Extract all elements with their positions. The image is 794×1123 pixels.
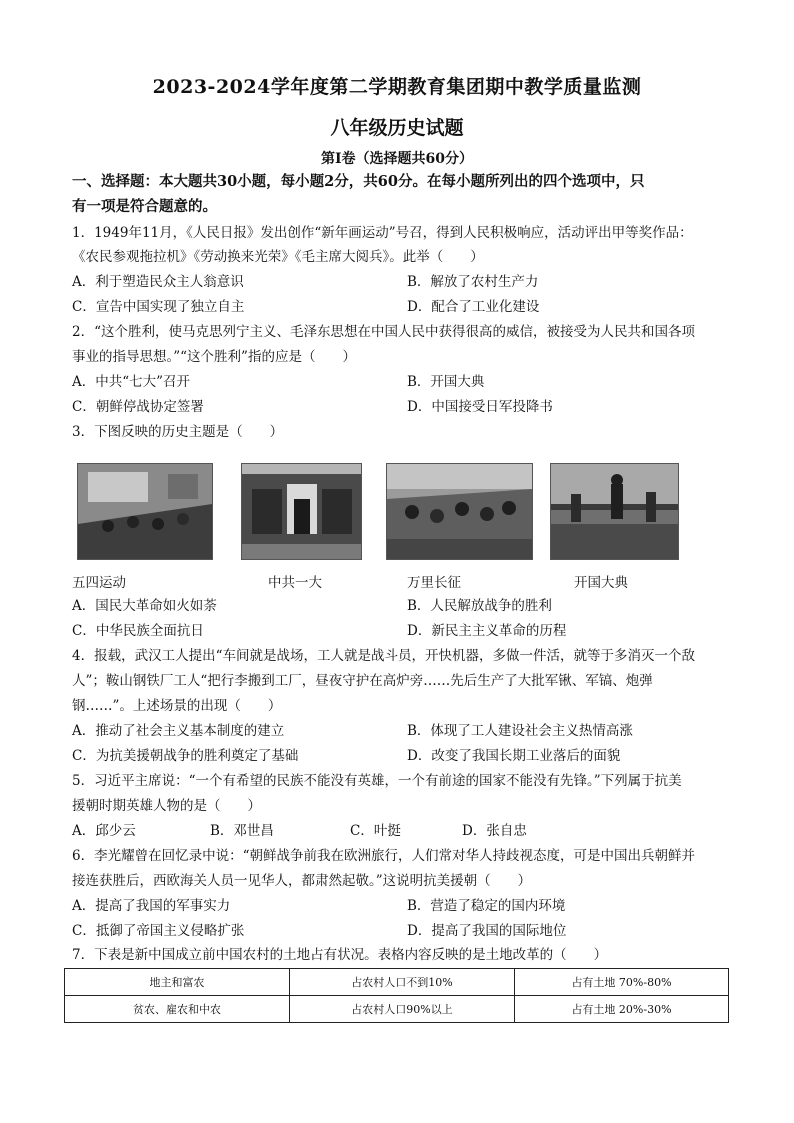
q3-option-d: D．新民主主义革命的历程	[407, 623, 567, 639]
photo-caption-4: 开国大典	[574, 575, 628, 591]
q4-option-c: C．为抗美援朝战争的胜利奠定了基础	[72, 748, 299, 764]
q2-option-c: C．朝鲜停战协定签署	[72, 399, 204, 415]
section-instructions-line2: 有一项是符合题意的。	[72, 198, 217, 215]
q1-option-c: C．宣告中国实现了独立自主	[72, 299, 245, 315]
q4-option-b: B．体现了工人建设社会主义热情高涨	[407, 723, 633, 739]
q4-stem-line3: 钢……”。上述场景的出现（ ）	[72, 698, 282, 714]
q3-option-a: A．国民大革命如火如荼	[72, 598, 217, 614]
q7-stem: 7．下表是新中国成立前中国农村的土地占有状况。表格内容反映的是土地改革的（ ）	[72, 947, 608, 963]
q1-option-d: D．配合了工业化建设	[407, 299, 540, 315]
q6-stem-line1: 6．李光耀曾在回忆录中说：“朝鲜战争前我在欧洲旅行，人们常对华人持歧视态度，可是中国出兵朝鲜并	[72, 848, 695, 864]
part-heading: 第Ⅰ卷（选择题共60分）	[320, 151, 474, 167]
photo-caption-3: 万里长征	[407, 575, 461, 591]
table-cell: 贫农、雇农和中农	[65, 996, 290, 1023]
table-cell: 占有土地 70%-80%	[515, 969, 729, 996]
q6-option-a: A．提高了我国的军事实力	[72, 898, 231, 914]
q4-option-a: A．推动了社会主义基本制度的建立	[72, 723, 285, 739]
q5-option-b: B．邓世昌	[210, 823, 274, 839]
exam-title: 2023-2024学年度第二学期教育集团期中教学质量监测	[152, 76, 642, 98]
land-ownership-table	[64, 968, 729, 1023]
q6-option-b: B．营造了稳定的国内环境	[407, 898, 566, 914]
q3-stem: 3．下图反映的历史主题是（ ）	[72, 424, 284, 440]
section-instructions-line1: 一、选择题：本大题共30小题，每小题2分，共60分。在每小题所列出的四个选项中，只	[72, 173, 645, 190]
q5-stem-line2: 援朝时期英雄人物的是（ ）	[72, 798, 261, 814]
q3-option-b: B．人民解放战争的胜利	[407, 598, 552, 614]
exam-subtitle: 八年级历史试题	[330, 117, 464, 139]
photo-may-fourth	[77, 463, 213, 560]
q4-stem-line2: 人”；鞍山钢铁厂工人“把行李搬到工厂，昼夜守护在高炉旁……先后生产了大批军锹、军镐、炮弹	[72, 673, 653, 689]
photo-first-congress-site	[241, 463, 362, 560]
q3-option-c: C．中华民族全面抗日	[72, 623, 204, 639]
q1-stem-line1: 1．1949年11月，《人民日报》发出创作“新年画运动”号召，得到人民积极响应，活动评出甲等奖作品：	[72, 225, 693, 241]
q2-stem-line2: 事业的指导思想。”“这个胜利”指的应是（ ）	[72, 349, 356, 365]
table-cell: 地主和富农	[65, 969, 290, 996]
q1-stem-line2: 《农民参观拖拉机》《劳动换来光荣》《毛主席大阅兵》。此举（ ）	[72, 249, 484, 265]
q6-option-d: D．提高了我国的国际地位	[407, 923, 567, 939]
photo-founding-ceremony	[550, 463, 679, 560]
q6-option-c: C．抵御了帝国主义侵略扩张	[72, 923, 245, 939]
q4-stem-line1: 4．报载，武汉工人提出“车间就是战场，工人就是战斗员，开快机器，多做一件活，就等于多消灭一个敌	[72, 648, 695, 664]
q2-option-b: B．开国大典	[407, 374, 485, 390]
q6-stem-line2: 接连获胜后，西欧海关人员一见华人，都肃然起敬。”这说明抗美援朝（ ）	[72, 873, 532, 889]
q5-option-d: D．张自忠	[462, 823, 527, 839]
photo-long-march	[386, 463, 533, 560]
q2-option-a: A．中共“七大”召开	[72, 374, 191, 390]
table-cell: 占农村人口不到10%	[290, 969, 515, 996]
q2-option-d: D．中国接受日军投降书	[407, 399, 553, 415]
q5-option-c: C．叶挺	[350, 823, 401, 839]
table-row	[65, 969, 729, 996]
q2-stem-line1: 2．“这个胜利，使马克思列宁主义、毛泽东思想在中国人民中获得很高的威信，被接受为人民共和国各项	[72, 324, 695, 340]
photo-caption-2: 中共一大	[268, 575, 322, 591]
q1-option-a: A．利于塑造民众主人翁意识	[72, 274, 244, 290]
q4-option-d: D．改变了我国长期工业落后的面貌	[407, 748, 621, 764]
q5-stem-line1: 5．习近平主席说：“一个有希望的民族不能没有英雄，一个有前途的国家不能没有先锋。”下列属于抗美	[72, 773, 682, 789]
table-row	[65, 996, 729, 1023]
table-cell: 占农村人口90%以上	[290, 996, 515, 1023]
q5-option-a: A．邱少云	[72, 823, 136, 839]
table-cell: 占有土地 20%-30%	[515, 996, 729, 1023]
photo-caption-1: 五四运动	[72, 575, 126, 591]
q1-option-b: B．解放了农村生产力	[407, 274, 539, 290]
